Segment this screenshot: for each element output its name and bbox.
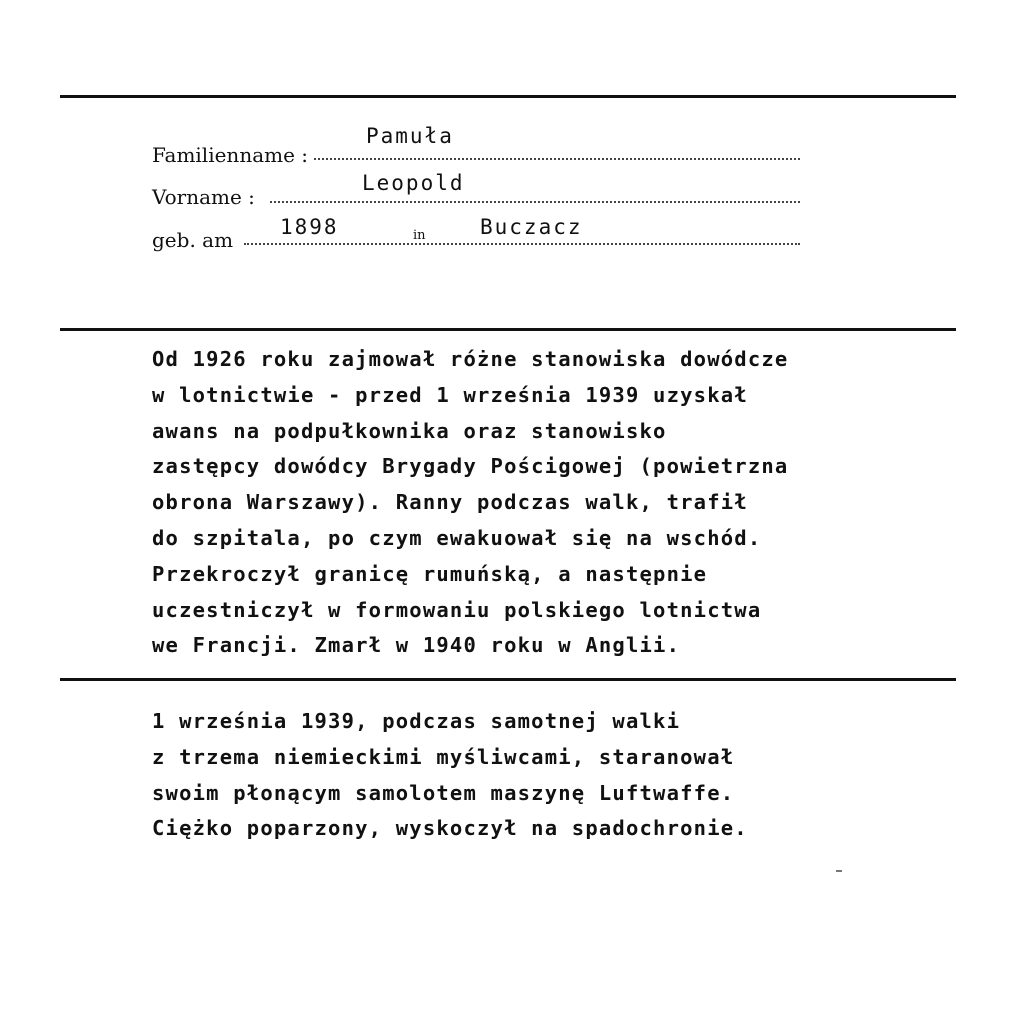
biography-line: obrona Warszawy). Ranny podczas walk, trafił xyxy=(152,490,748,515)
event-line: z trzema niemieckimi myśliwcami, staranował xyxy=(152,744,735,769)
biography-line: awans na podpułkownika oraz stanowisko xyxy=(152,418,667,443)
event-line: swoim płonącym samolotem maszynę Luftwaffe. xyxy=(152,780,735,805)
biography-line: we Francji. Zmarł w 1940 roku w Anglii. xyxy=(152,633,681,658)
born-dotted-line xyxy=(244,243,800,245)
born-label: geb. am xyxy=(152,228,234,252)
firstname-value: Leopold xyxy=(362,171,465,195)
surname-label: Familienname : xyxy=(152,143,309,167)
biography-line: zastępcy dowódcy Brygady Pościgowej (powietrzna xyxy=(152,454,789,479)
firstname-label: Vorname : xyxy=(152,185,255,209)
biography-line: w lotnictwie - przed 1 września 1939 uzyskał xyxy=(152,382,748,407)
surname-dotted-line xyxy=(314,158,800,160)
biography-line: do szpitala, po czym ewakuował się na wschód. xyxy=(152,525,762,550)
firstname-dotted-line xyxy=(270,201,800,203)
bottom-divider xyxy=(60,678,956,681)
biography-line: Od 1926 roku zajmował różne stanowiska dowódcze xyxy=(152,347,789,371)
middle-divider xyxy=(60,328,956,331)
biography-line: uczestniczył w formowaniu polskiego lotnictwa xyxy=(152,597,762,622)
event-line: Ciężko poparzony, wyskoczył na spadochronie. xyxy=(152,816,748,841)
event-line: 1 września 1939, podczas samotnej walki xyxy=(152,709,681,733)
birthplace-label: in xyxy=(413,228,426,243)
born-year-value: 1898 xyxy=(280,215,339,239)
birthplace-value: Buczacz xyxy=(480,215,583,239)
top-divider xyxy=(60,95,956,98)
event-paragraph xyxy=(152,704,748,847)
ink-speck xyxy=(836,870,842,872)
biography-paragraph xyxy=(152,342,788,664)
surname-value: Pamuła xyxy=(366,124,454,148)
biography-line: Przekroczył granicę rumuńską, a następnie xyxy=(152,561,708,586)
